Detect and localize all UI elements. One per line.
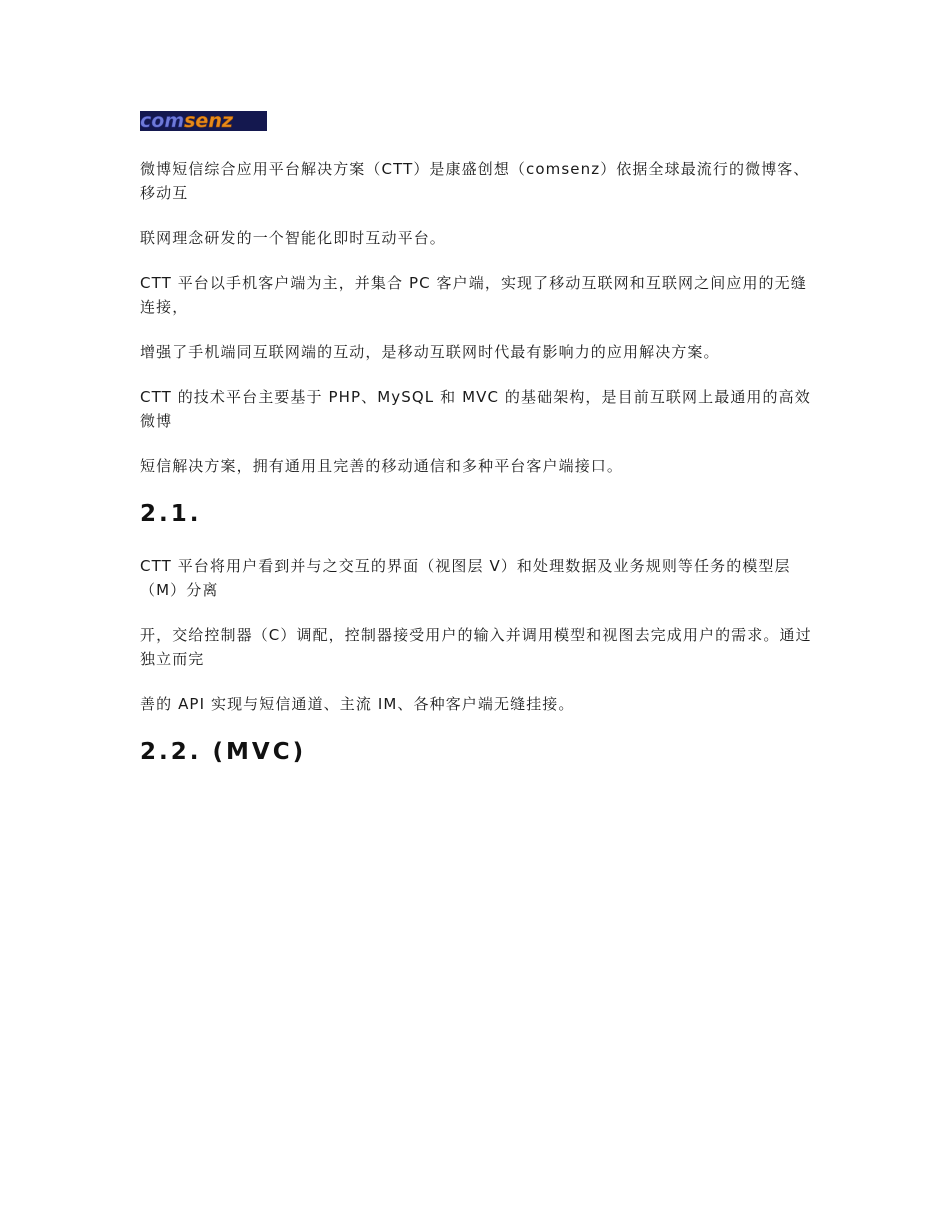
section-heading-2-2: 2.2. (MVC) (140, 739, 307, 765)
section-2-1-paragraph-3: 善的 API 实现与短信通道、主流 IM、各种客户端无缝挂接。 (140, 695, 575, 713)
logo-text-com: com (140, 111, 185, 131)
intro-paragraph-2: 联网理念研发的一个智能化即时互动平台。 (140, 229, 446, 247)
intro-paragraph-3: CTT 平台以手机客户端为主，并集合 PC 客户端，实现了移动互联网和互联网之间应用的无缝连接， (140, 274, 807, 316)
comsenz-logo (140, 111, 267, 131)
section-heading-2-1: 2.1. (140, 501, 202, 527)
logo-wordmark (140, 111, 267, 131)
intro-paragraph-6: 短信解决方案，拥有通用且完善的移动通信和多种平台客户端接口。 (140, 457, 624, 475)
intro-paragraph-4: 增强了手机端同互联网端的互动，是移动互联网时代最有影响力的应用解决方案。 (140, 343, 720, 361)
intro-paragraph-1: 微博短信综合应用平台解决方案（CTT）是康盛创想（comsenz）依据全球最流行的微博客、移动互 (140, 160, 810, 202)
logo-text-senz: senz (184, 111, 233, 131)
section-2-1-paragraph-2: 开，交给控制器（C）调配，控制器接受用户的输入并调用模型和视图去完成用户的需求。通过独立而完 (140, 626, 812, 668)
page-content (140, 111, 812, 792)
section-2-1-paragraph-1: CTT 平台将用户看到并与之交互的界面（视图层 V）和处理数据及业务规则等任务的模型层（M）分离 (140, 557, 791, 599)
intro-paragraph-5: CTT 的技术平台主要基于 PHP、MySQL 和 MVC 的基础架构，是目前互联网上最通用的高效微博 (140, 388, 811, 430)
